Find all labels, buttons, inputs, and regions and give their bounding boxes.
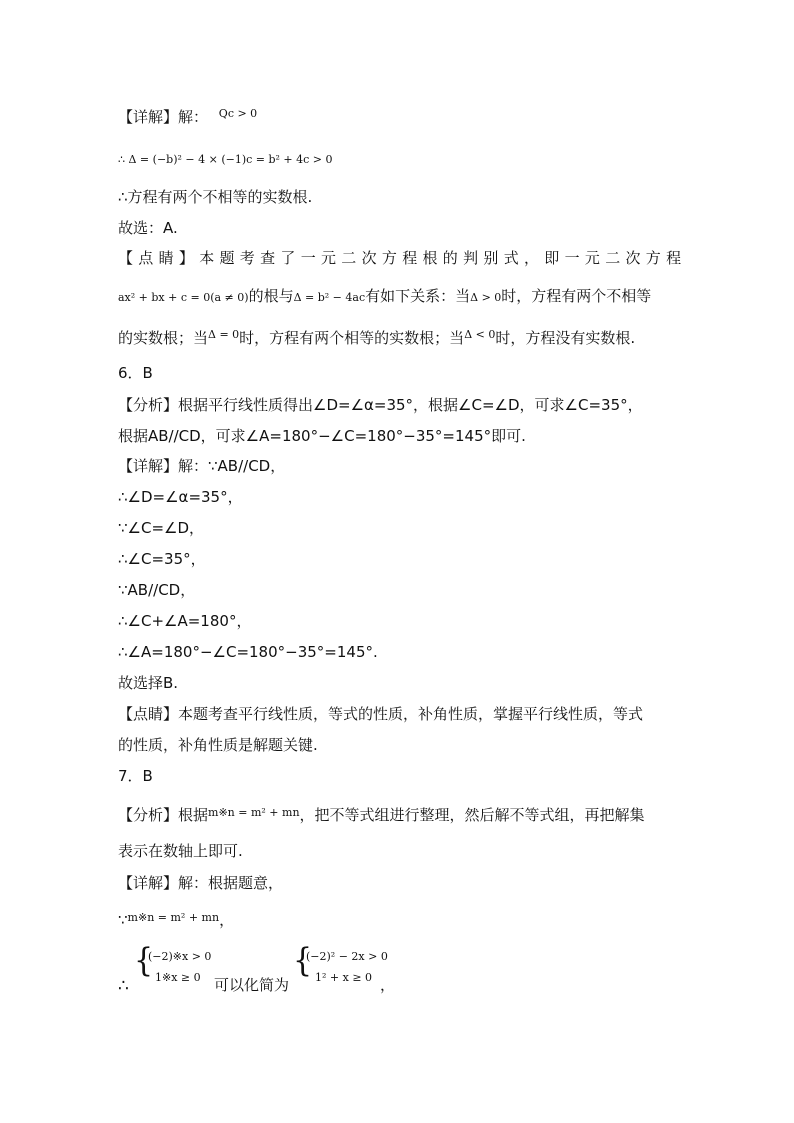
simplify-label: 可以化简为 — [214, 976, 290, 994]
delta-negative: Δ < 0 — [464, 328, 496, 341]
comment-relation-line — [118, 286, 651, 308]
detail-heading-5 — [118, 107, 257, 129]
system-1-row-2: 1※x ≥ 0 — [155, 971, 201, 984]
system-2-row-1: (−2)² − 2x > 0 — [306, 950, 388, 963]
therefore-symbol: ∴ — [118, 976, 129, 996]
discriminant-formula: ∴ Δ = (−b)² − 4 × (−1)c = b² + 4c > 0 — [118, 153, 333, 166]
detail-heading-7: 【详解】解：根据题意， — [118, 874, 284, 892]
delta-positive: Δ > 0 — [470, 291, 502, 304]
answer-line-5: 故选：A. — [118, 219, 178, 237]
text-segment: ， — [219, 911, 235, 929]
delta-zero: Δ = 0 — [208, 328, 240, 341]
quadratic-equation-formula: ax² + bx + c = 0(a ≠ 0) — [118, 291, 249, 304]
step-line: ∵∠C=∠D， — [118, 519, 205, 537]
step-line: ∴∠A=180°−∠C=180°−35°=145°. — [118, 643, 378, 661]
text-segment: 时，方程有两个相等的实数根；当 — [239, 329, 465, 347]
analysis-line-7a — [118, 805, 645, 827]
condition-formula: Qc > 0 — [218, 107, 258, 120]
system-1-row-1: (−2)※x > 0 — [148, 950, 212, 963]
text-segment: 【分析】根据 — [118, 806, 209, 824]
text-segment: 时，方程有两个不相等 — [501, 287, 652, 305]
comment-line-6b: 的性质，补角性质是解题关键. — [118, 736, 318, 754]
text-segment: 的根与 — [248, 287, 294, 305]
detail-heading-6: 【详解】解：∵AB//CD， — [118, 457, 286, 475]
analysis-line-7b: 表示在数轴上即可. — [118, 842, 243, 860]
conclusion-line: ∴方程有两个不相等的实数根. — [118, 188, 313, 206]
discriminant-definition: Δ = b² − 4ac — [293, 291, 366, 304]
trailing-comma: ， — [380, 976, 396, 994]
comment-line-6a: 【点睛】本题考查平行线性质，等式的性质，补角性质，掌握平行线性质，等式 — [118, 705, 644, 723]
left-brace: { — [134, 941, 154, 980]
because-line — [118, 910, 234, 932]
step-line: ∴∠D=∠α=35°， — [118, 488, 243, 506]
step-line: ∴∠C=35°， — [118, 550, 206, 568]
operation-definition: m※n = m² + mn — [208, 806, 300, 819]
answer-line-6: 故选择B. — [118, 674, 179, 692]
question-number-6: 6．B — [118, 364, 153, 382]
operation-definition: m※n = m² + mn — [127, 911, 220, 924]
left-brace: { — [293, 941, 313, 980]
detail-label: 【详解】解： — [118, 108, 209, 126]
analysis-line-6a: 【分析】根据平行线性质得出∠D=∠α=35°，根据∠C=∠D，可求∠C=35°， — [118, 396, 643, 414]
question-number-7: 7．B — [118, 767, 153, 785]
text-segment: 时，方程没有实数根. — [495, 329, 636, 347]
because-symbol: ∵ — [118, 911, 128, 929]
system-2-row-2: 1² + x ≥ 0 — [315, 971, 373, 984]
text-segment: 有如下关系：当 — [365, 287, 471, 305]
comment-cases-line — [118, 328, 635, 350]
analysis-line-6b: 根据AB//CD，可求∠A=180°−∠C=180°−35°=145°即可. — [118, 427, 526, 445]
comment-heading-5: 【点睛】本题考查了一元二次方程根的判别式，即一元二次方程 — [118, 249, 687, 267]
step-line: ∵AB//CD， — [118, 581, 196, 599]
text-segment: ，把不等式组进行整理，然后解不等式组，再把解集 — [299, 806, 645, 824]
step-line: ∴∠C+∠A=180°， — [118, 612, 252, 630]
text-segment: 的实数根；当 — [118, 329, 209, 347]
